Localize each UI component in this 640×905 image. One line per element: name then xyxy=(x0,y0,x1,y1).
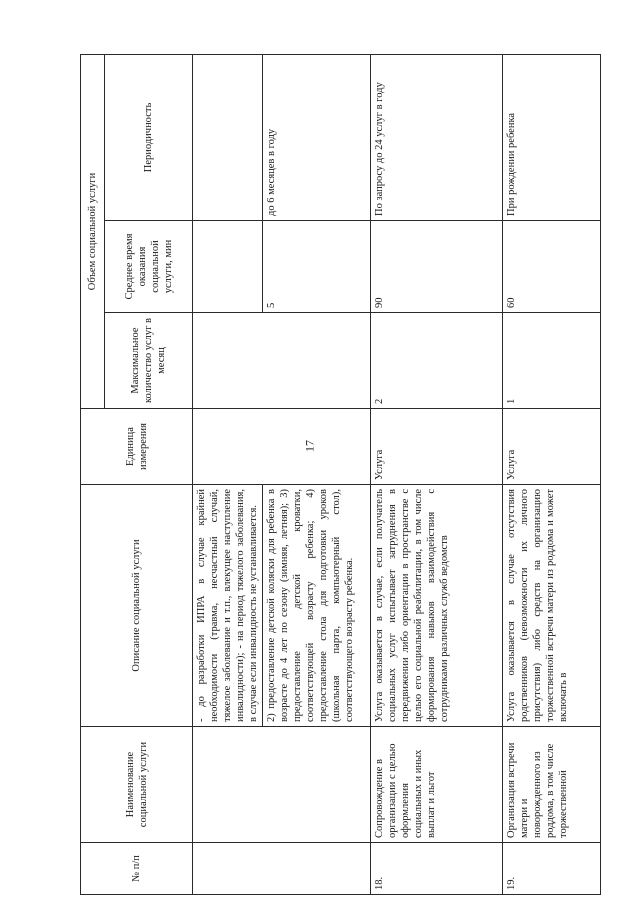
header-periodicity: Периодичность xyxy=(105,54,193,220)
cell-avg-time-part2: 5 xyxy=(263,221,371,313)
header-max-qty: Максимальное количество услуг в месяц xyxy=(105,313,193,409)
cell-avg-time: 90 xyxy=(371,221,503,313)
cell-periodicity: При рождении ребенка xyxy=(503,54,601,220)
cell-avg-time: 60 xyxy=(503,221,601,313)
cell-max-qty: 2 xyxy=(371,313,503,409)
table-row-18 xyxy=(371,54,503,894)
table-row-19 xyxy=(503,54,601,894)
header-avg-time: Среднее время оказания социальной услуги, мин xyxy=(105,221,193,313)
cell-name xyxy=(193,727,371,843)
header-description: Описание социальной услуги xyxy=(81,485,193,727)
cell-name: Организация встречи матери и новорожденного из роддома, в том числе торжественной xyxy=(503,727,601,843)
cell-description: Услуга оказывается в случае, если получатель социальных услуг испытывает затруднения в передвижении либо ориентации в пространстве с целью его социальной реабилитации, в том числе формирования навыков взаимодействия с сотрудниками различных служб ведомств xyxy=(371,485,503,727)
cell-avg-time-part1 xyxy=(193,221,263,313)
header-num: № п/п xyxy=(81,843,193,895)
cell-max-qty: 1 xyxy=(503,313,601,409)
cell-name: Сопровождение в организации с целью оформления социальных и иных выплат и льгот xyxy=(371,727,503,843)
page-number: 17 xyxy=(302,440,317,452)
cell-periodicity-part1 xyxy=(193,54,263,220)
cell-description-part1: - до разработки ИПРА в случае крайней необходимости (травма, несчастный случай, тяжелое заболевание и т.п., влекущее наступление инвалидности); - на период тяжелого заболевания, в случае если инвалидность не устанавливается. xyxy=(193,485,263,727)
cell-periodicity-part2: до 6 месяцев в году xyxy=(263,54,371,220)
header-name: Наименование социальной услуги xyxy=(81,727,193,843)
cell-num: 18. xyxy=(371,843,503,895)
header-unit: Единица измерения xyxy=(81,409,193,485)
header-volume-group: Объем социальной услуги xyxy=(81,54,105,408)
cell-periodicity: По запросу до 24 услуг в году xyxy=(371,54,503,220)
cell-description: Услуга оказывается в случае отсутствия родственников (невозможности их личного присутствия) либо средств на организацию торжественной встречи матери из роддома и может включать в xyxy=(503,485,601,727)
table-row-continuation-a xyxy=(193,54,263,894)
header-row-1 xyxy=(81,54,105,894)
cell-unit: Услуга xyxy=(503,409,601,485)
cell-max-qty xyxy=(193,313,371,409)
cell-num xyxy=(193,843,371,895)
cell-description-part2: 2) предоставление детской коляски для ребенка в возрасте до 4 лет по сезону (зимняя, летняя); 3) предоставление детской кроватки, соответствующей возрасту ребенка; 4) предоставление стола для подготовки уроков (школьная парта, компьютерный стол), соответствующего возрасту ребенка. xyxy=(263,485,371,727)
services-table xyxy=(80,54,601,895)
cell-unit xyxy=(193,409,371,485)
services-table-container xyxy=(80,55,600,895)
cell-unit: Услуга xyxy=(371,409,503,485)
cell-num: 19. xyxy=(503,843,601,895)
